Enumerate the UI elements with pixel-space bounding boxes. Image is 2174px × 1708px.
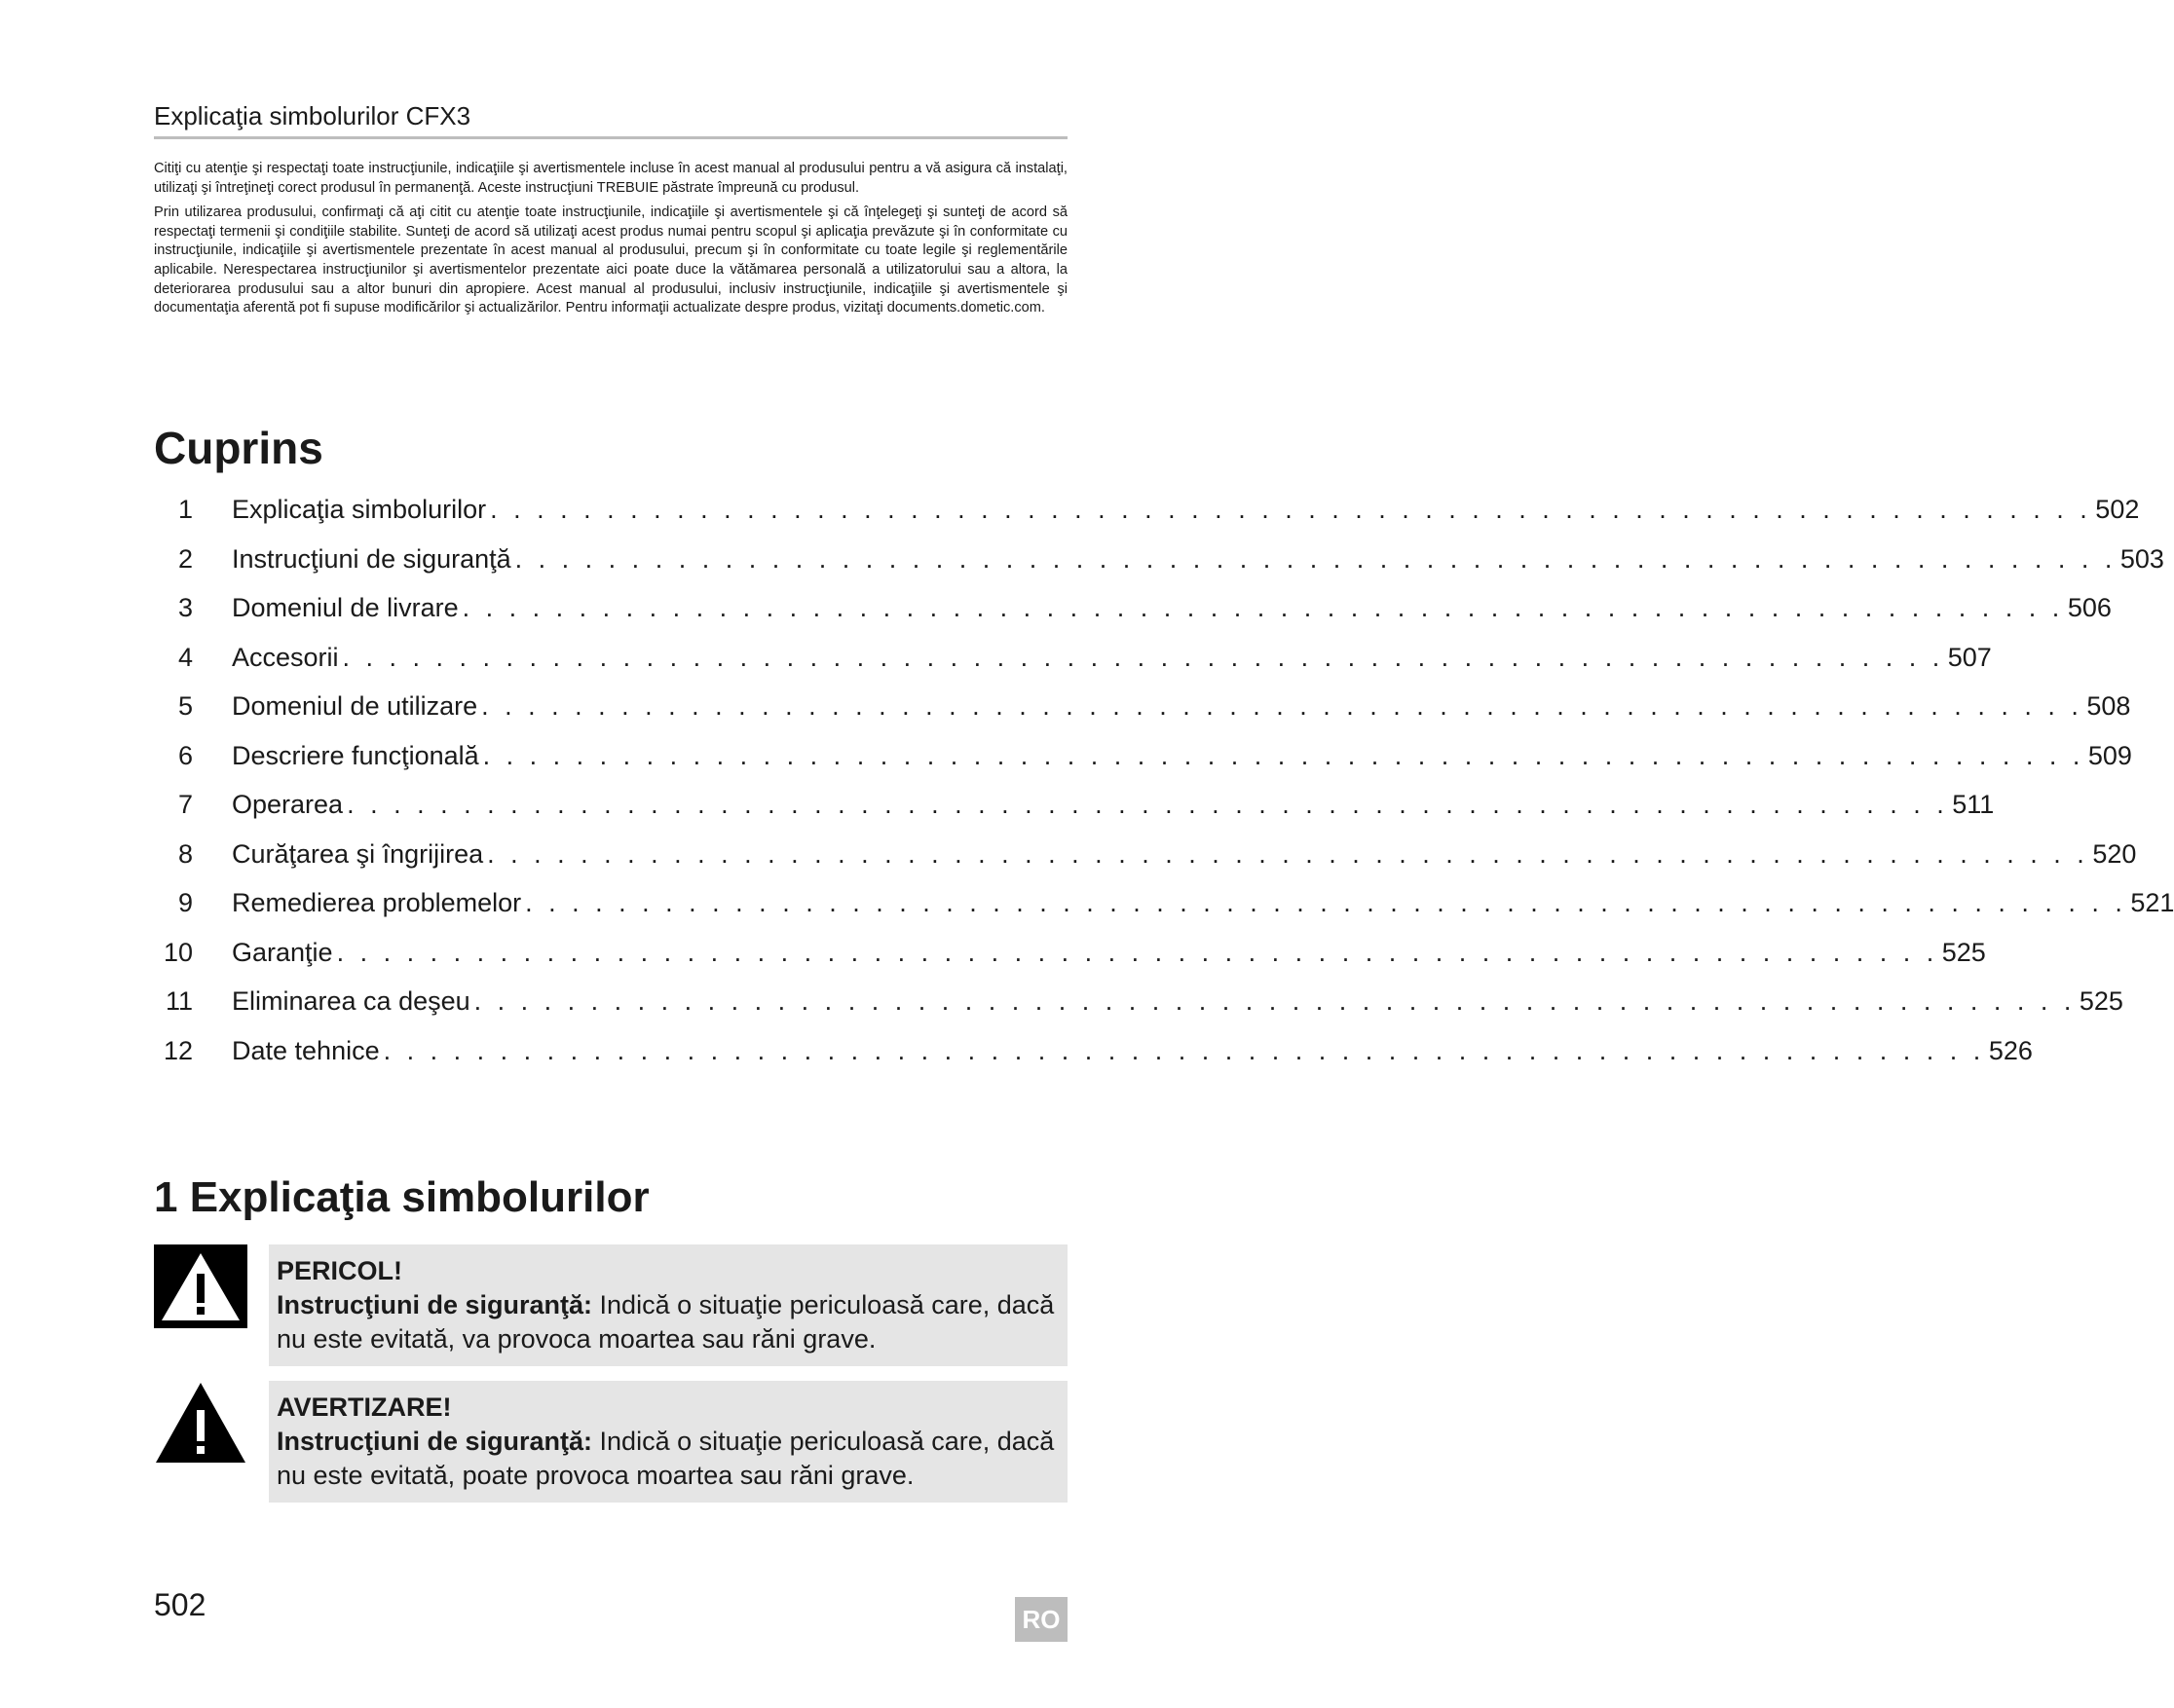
language-tab: RO: [1015, 1597, 1068, 1642]
toc-entry-1[interactable]: [154, 485, 2140, 535]
toc-entry-label: Domeniul de livrare: [232, 593, 459, 622]
toc-entry-label: Date tehnice: [232, 1035, 380, 1065]
safety-instructions-label: Instrucţiuni de siguranţă:: [277, 1427, 593, 1456]
danger-heading: PERICOL!: [277, 1256, 403, 1285]
toc-entry-page: 521: [2130, 888, 2174, 917]
toc-entry-number: 5: [177, 691, 193, 721]
toc-entry-number: 4: [177, 642, 193, 672]
toc-entry-10[interactable]: [154, 928, 1986, 978]
toc-entry-2[interactable]: [154, 535, 2164, 584]
toc-entry-label: Garanţie: [232, 937, 333, 967]
toc-entry-label: Explicaţia simbolurilor: [232, 495, 487, 524]
toc-entry-label: Domeniul de utilizare: [232, 691, 478, 721]
toc-title: Cuprins: [154, 423, 323, 473]
toc-entry-4[interactable]: [154, 633, 1992, 683]
toc-entry-number: 1: [177, 495, 193, 524]
toc-leader-dots: . . . . . . . . . . . . . . . . . . . . . . . . . . . . . . . . . . . . . . . . . . . . . . . . . . . . . . . . . . . . . . . . . . . . .: [342, 642, 1944, 672]
danger-description: Indică o situaţie periculoasă care, dacă nu este evitată, va provoca moartea sau răni grave.: [277, 1290, 1055, 1354]
toc-entry-page: 525: [1941, 937, 1986, 967]
toc-entry-3[interactable]: [154, 583, 2112, 633]
toc-leader-dots: . . . . . . . . . . . . . . . . . . . . . . . . . . . . . . . . . . . . . . . . . . . . . . . . . . . . . . . . . . . . . . . . . . . . .: [473, 986, 2076, 1016]
toc-entry-number: 12: [163, 1035, 193, 1065]
toc-entry-number: 7: [177, 790, 193, 819]
toc-entry-number: 3: [177, 593, 193, 622]
warning-description: Indică o situaţie periculoasă care, dacă nu este evitată, poate provoca moartea sau răni grave.: [277, 1427, 1055, 1490]
toc-entry-page: 502: [2095, 495, 2140, 524]
toc-leader-dots: . . . . . . . . . . . . . . . . . . . . . . . . . . . . . . . . . . . . . . . . . . . . . . . . . . . . . . . . . . . . . . . . . . . . .: [487, 838, 2089, 869]
toc-entry-page: 503: [2119, 543, 2164, 574]
warning-icon: [154, 1381, 247, 1465]
toc-entry-label: Instrucţiuni de siguranţă: [232, 543, 511, 574]
toc-entry-page: 509: [2087, 740, 2132, 770]
safety-instructions-label: Instrucţiuni de siguranţă:: [277, 1290, 593, 1319]
running-header: Explicaţia simbolurilor CFX3: [154, 101, 1068, 139]
toc-entry-number: 10: [163, 937, 193, 967]
toc-leader-dots: . . . . . . . . . . . . . . . . . . . . . . . . . . . . . . . . . . . . . . . . . . . . . . . . . . . . . . . . . . . . . . . . . . . . .: [462, 593, 2064, 622]
warning-notice-box: [269, 1381, 1068, 1503]
section-title: 1 Explicaţia simbolurilor: [154, 1173, 650, 1221]
warning-heading: AVERTIZARE!: [277, 1392, 452, 1422]
toc-entry-number: 8: [177, 838, 193, 869]
toc-entry-11[interactable]: [154, 977, 2123, 1026]
toc-entry-number: 9: [177, 888, 193, 917]
toc-leader-dots: . . . . . . . . . . . . . . . . . . . . . . . . . . . . . . . . . . . . . . . . . . . . . . . . . . . . . . . . . . . . . . . . . . . . .: [383, 1035, 1985, 1065]
danger-icon: [154, 1244, 247, 1328]
toc-entry-6[interactable]: [154, 731, 2132, 781]
toc-leader-dots: . . . . . . . . . . . . . . . . . . . . . . . . . . . . . . . . . . . . . . . . . . . . . . . . . . . . . . . . . . . . . . . . . . . . .: [347, 790, 1949, 819]
toc-entry-12[interactable]: [154, 1026, 2033, 1076]
danger-notice-box: [269, 1244, 1068, 1366]
toc-entry-9[interactable]: [154, 878, 2174, 928]
toc-entry-5[interactable]: [154, 682, 2131, 731]
toc-entry-label: Descriere funcţională: [232, 740, 479, 770]
toc-entry-page: 506: [2067, 593, 2112, 622]
toc-entry-page: 511: [1952, 790, 1995, 819]
toc-entry-label: Accesorii: [232, 642, 339, 672]
toc-entry-page: 525: [2079, 986, 2123, 1016]
intro-paragraph-1: Citiţi cu atenţie şi respectaţi toate instrucţiunile, indicaţiile şi avertismentele incluse în acest manual al produsului pentru a vă asigura că instalaţi, utilizaţi şi întreţineţi corect produsul în permanenţă. Aceste instrucţiuni TREBUIE păstrate împreună cu produsul.: [154, 161, 1068, 196]
toc-entry-number: 2: [177, 543, 193, 574]
toc-entry-label: Remedierea problemelor: [232, 888, 522, 917]
toc-entry-8[interactable]: [154, 830, 2137, 879]
toc-entry-label: Operarea: [232, 790, 344, 819]
toc-leader-dots: . . . . . . . . . . . . . . . . . . . . . . . . . . . . . . . . . . . . . . . . . . . . . . . . . . . . . . . . . . . . . . . . . . . . .: [481, 691, 2083, 721]
toc-entry-page: 526: [1988, 1035, 2033, 1065]
toc-entry-number: 11: [165, 986, 193, 1016]
toc-leader-dots: . . . . . . . . . . . . . . . . . . . . . . . . . . . . . . . . . . . . . . . . . . . . . . . . . . . . . . . . . . . . . . . . . . . . .: [482, 740, 2084, 770]
toc-entry-7[interactable]: [154, 780, 1995, 830]
toc-entry-page: 520: [2092, 838, 2137, 869]
toc-entry-page: 508: [2086, 691, 2131, 721]
toc-entry-page: 507: [1947, 642, 1992, 672]
intro-paragraph-2: Prin utilizarea produsului, confirmaţi că aţi citit cu atenţie toate instrucţiunile, indicaţiile şi avertismentele şi că înţelegeţi şi sunteţi de acord să respectaţi termenii şi condiţiile stabilite. Sunteţi de acord să utilizaţi acest produs numai pentru scopul şi aplicaţia prevăzute şi în conformitate cu instrucţiunile, indicaţiile şi avertismentele prezentate în acest manual al produsului, precum şi în conformitate cu toate legile şi reglementările aplicabile. Nerespectarea instrucţiunilor şi avertismentelor prezentate aici poate duce la vătămarea personală a utilizatorului sau a altora, la deteriorarea produsului sau a altor bunuri din apropiere. Acest manual al produsului, inclusiv instrucţiunile, indicaţiile şi avertismentele şi documentaţia aferentă pot fi supuse modificărilor şi actualizărilor. Pentru informaţii actualizate despre produs, vizitaţi documents.dometic.com.: [154, 204, 1068, 316]
toc-entry-label: Eliminarea ca deşeu: [232, 986, 470, 1016]
toc-entry-number: 6: [177, 740, 193, 770]
intro-text: [154, 160, 1068, 324]
table-of-contents: [154, 485, 2174, 1075]
toc-leader-dots: . . . . . . . . . . . . . . . . . . . . . . . . . . . . . . . . . . . . . . . . . . . . . . . . . . . . . . . . . . . . . . . . . . . . .: [514, 543, 2117, 574]
toc-leader-dots: . . . . . . . . . . . . . . . . . . . . . . . . . . . . . . . . . . . . . . . . . . . . . . . . . . . . . . . . . . . . . . . . . . . . .: [336, 937, 1938, 967]
toc-leader-dots: . . . . . . . . . . . . . . . . . . . . . . . . . . . . . . . . . . . . . . . . . . . . . . . . . . . . . . . . . . . . . . . . . . . . .: [525, 888, 2127, 917]
page-number: 502: [154, 1587, 206, 1622]
toc-leader-dots: . . . . . . . . . . . . . . . . . . . . . . . . . . . . . . . . . . . . . . . . . . . . . . . . . . . . . . . . . . . . . . . . . . . . .: [490, 495, 2092, 524]
toc-entry-label: Curăţarea şi îngrijirea: [232, 838, 484, 869]
